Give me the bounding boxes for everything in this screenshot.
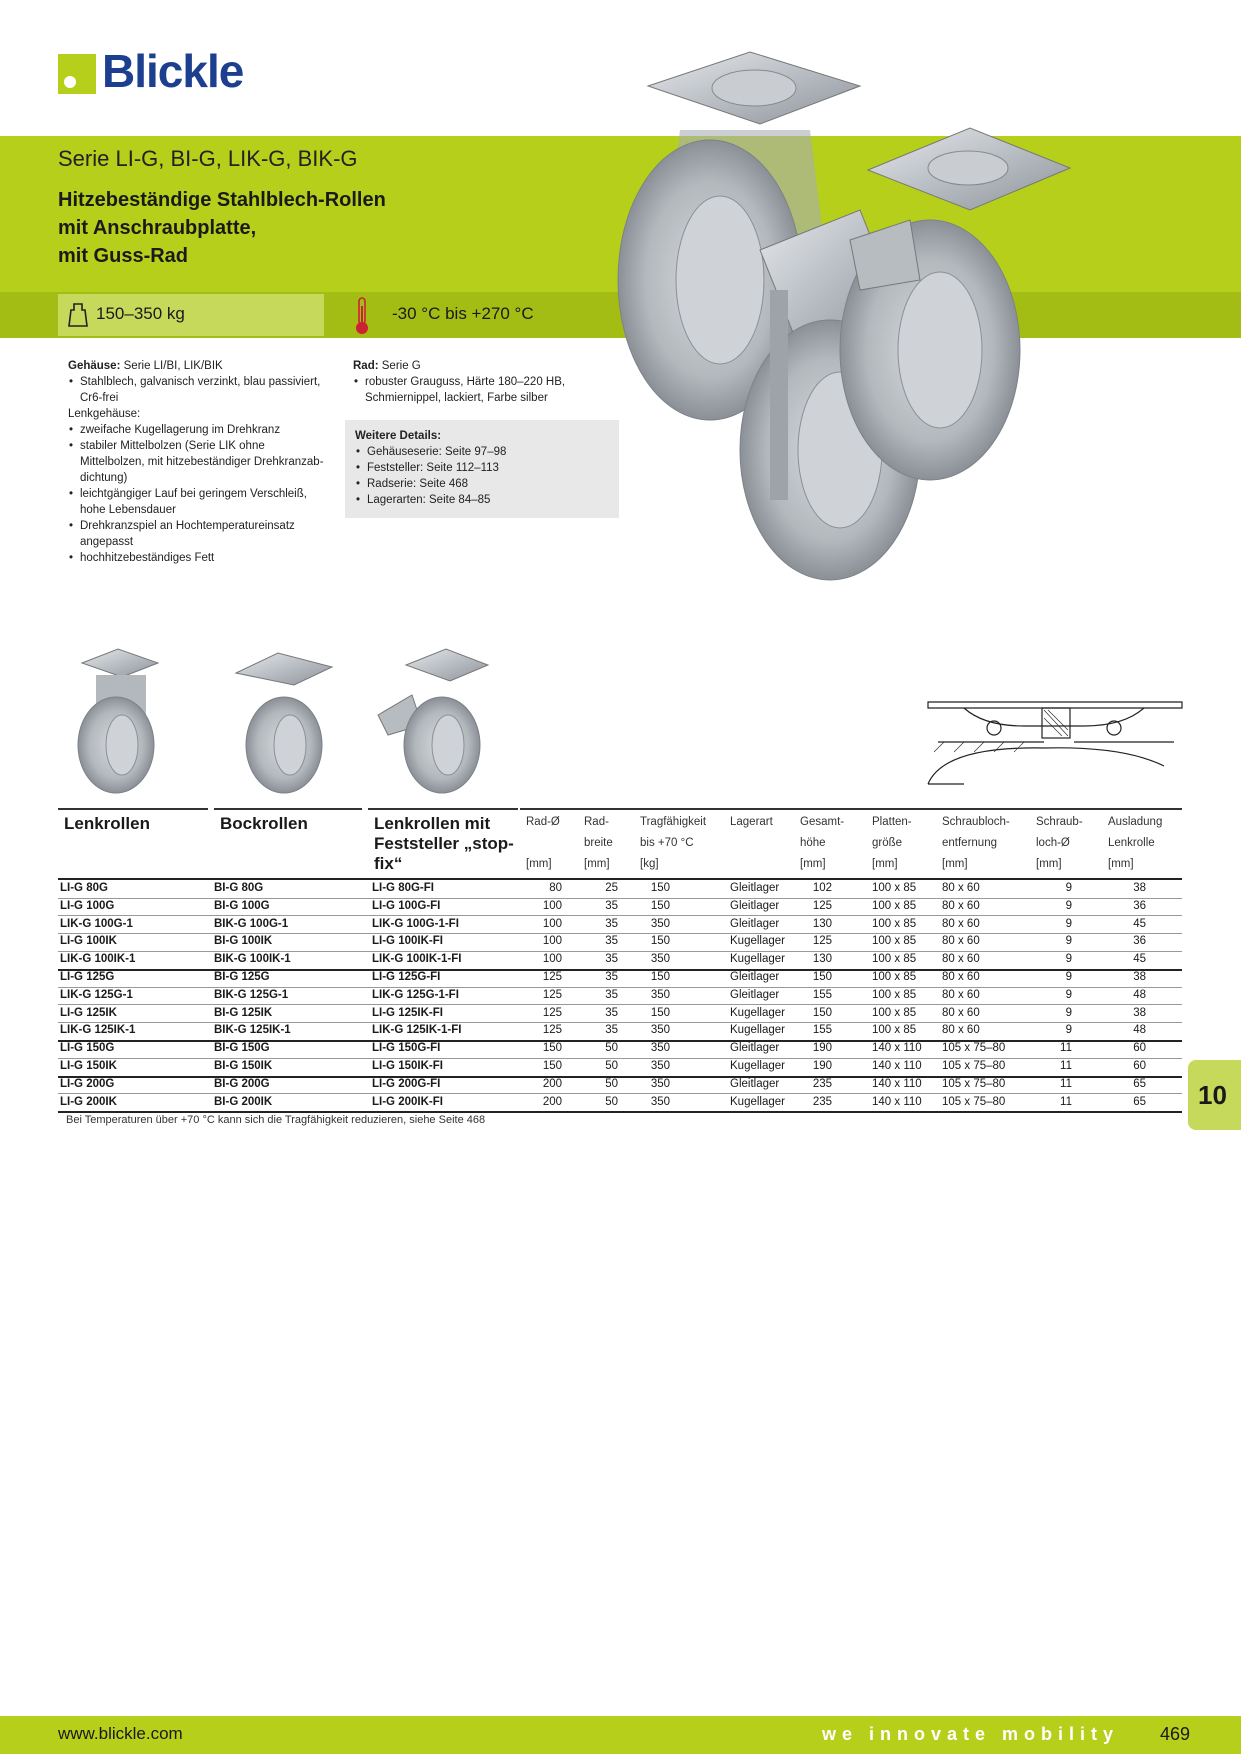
table-cell: 350 xyxy=(650,953,670,966)
list-item: • hochhitzebeständiges Fett xyxy=(80,550,324,566)
table-cell: 150 xyxy=(650,882,670,894)
table-cell: 200 xyxy=(542,1077,562,1090)
article-number-cell: LIK-G 125IK-1 xyxy=(60,1024,136,1037)
table-cell: 100 xyxy=(542,953,562,966)
article-number-cell: LI-G 150G xyxy=(60,1042,115,1055)
table-cell: 125 xyxy=(542,971,562,983)
column-header: größe xyxy=(872,837,903,849)
column-header: entfernung xyxy=(942,837,997,849)
table-cell: 150 xyxy=(542,1060,562,1072)
article-number-cell: LI-G 100G xyxy=(60,899,115,912)
table-row xyxy=(58,951,1182,971)
housing-label: Gehäuse: xyxy=(68,360,121,372)
column-header: Ausladung xyxy=(1108,816,1163,828)
list-item: • Gehäuseserie: Seite 97–98 xyxy=(367,444,609,460)
load-range: 150–350 kg xyxy=(96,304,185,323)
column-header: Lenkrolle xyxy=(1108,837,1155,849)
list-item: • robuster Grauguss, Härte 180–220 HB, Schmiernippel, lackiert, Farbe silber xyxy=(365,374,613,406)
table-cell: Gleitlager xyxy=(730,899,780,912)
table-cell: 100 xyxy=(542,899,562,912)
column-header: Rad-Ø xyxy=(526,816,560,828)
table-cell: 100 x 85 xyxy=(872,988,917,1001)
table-cell: Kugellager xyxy=(730,1006,785,1019)
table-cell: Gleitlager xyxy=(730,1077,780,1090)
article-number-cell: BIK-G 125G-1 xyxy=(214,988,289,1001)
table-cell: 50 xyxy=(605,1042,618,1055)
table-cell: Kugellager xyxy=(730,1060,785,1072)
group-header-rule xyxy=(214,808,362,810)
list-item: • stabiler Mittelbolzen (Serie LIK ohne Mittelbolzen, mit hitzebeständiger Drehkranzab-dichtung) xyxy=(80,438,324,486)
table-cell: 105 x 75–80 xyxy=(942,1042,1006,1055)
table-cell: 80 x 60 xyxy=(942,1024,980,1037)
article-number-cell: BIK-G 125IK-1 xyxy=(214,1024,291,1037)
table-cell: 150 xyxy=(812,971,832,983)
article-number-cell: LI-G 100IK xyxy=(60,935,117,948)
table-cell: 190 xyxy=(812,1042,832,1055)
wheel-value: Serie G xyxy=(381,360,421,372)
article-number-cell: LI-G 200G xyxy=(60,1077,115,1090)
table-cell: 125 xyxy=(542,1006,562,1019)
table-cell: 80 x 60 xyxy=(942,935,980,948)
table-cell: 48 xyxy=(1133,1024,1146,1037)
article-number-cell: LI-G 150IK-FI xyxy=(372,1060,443,1072)
group-header-rule xyxy=(58,808,208,810)
table-cell: 11 xyxy=(1060,1060,1072,1072)
list-item: • Lagerarten: Seite 84–85 xyxy=(367,492,609,508)
table-row xyxy=(58,969,1182,988)
column-header: loch-Ø xyxy=(1036,837,1070,849)
table-cell: 140 x 110 xyxy=(872,1077,922,1090)
column-header: breite xyxy=(584,837,613,849)
column-header: Gesamt- xyxy=(800,816,845,828)
article-number-cell: BI-G 200IK xyxy=(214,1095,273,1108)
table-cell: 155 xyxy=(812,1024,832,1037)
table-cell: 105 x 75–80 xyxy=(942,1095,1006,1108)
table-cell: Gleitlager xyxy=(730,882,780,894)
table-cell: 45 xyxy=(1133,953,1146,966)
table-cell: 9 xyxy=(1065,1006,1072,1019)
article-number-cell: LIK-G 100G-1 xyxy=(60,917,133,930)
table-cell: 125 xyxy=(542,1024,562,1037)
table-cell: 9 xyxy=(1065,935,1072,948)
header-rule xyxy=(520,808,1182,810)
table-cell: 100 x 85 xyxy=(872,917,917,930)
load-capacity-box xyxy=(58,294,324,336)
article-number-cell: LI-G 200IK-FI xyxy=(372,1095,443,1108)
title-line: Hitzebeständige Stahlblech-Rollen xyxy=(58,189,386,211)
table-cell: 80 x 60 xyxy=(942,1006,980,1019)
column-header: Platten- xyxy=(872,816,912,828)
table-cell: Gleitlager xyxy=(730,988,780,1001)
table-row xyxy=(58,880,1182,899)
table-cell: 235 xyxy=(812,1077,832,1090)
table-cell: Kugellager xyxy=(730,935,785,948)
article-number-cell: LIK-G 125G-1 xyxy=(60,988,133,1001)
table-cell: 65 xyxy=(1133,1077,1146,1090)
technical-drawing xyxy=(924,696,1184,792)
article-number-cell: BI-G 125G xyxy=(214,971,270,983)
table-footnote: Bei Temperaturen über +70 °C kann sich die Tragfähigkeit reduzieren, siehe Seite 468 xyxy=(66,1114,486,1126)
table-cell: 36 xyxy=(1133,899,1146,912)
table-cell: 100 x 85 xyxy=(872,971,917,983)
table-cell: 150 xyxy=(650,1006,670,1019)
footer-url[interactable]: www.blickle.com xyxy=(58,1724,183,1743)
table-cell: 200 xyxy=(542,1095,562,1108)
group-header: Bockrollen xyxy=(220,814,308,833)
article-number-cell: LIK-G 100IK-1 xyxy=(60,953,136,966)
table-cell: 350 xyxy=(650,1060,670,1072)
group-header-rule xyxy=(368,808,518,810)
table-cell: 36 xyxy=(1133,935,1146,948)
column-header: [mm] xyxy=(1036,858,1062,870)
housing-specs xyxy=(68,358,324,566)
table-row xyxy=(58,1005,1182,1024)
table-cell: 140 x 110 xyxy=(872,1095,922,1108)
column-header: Schraub- xyxy=(1036,816,1083,828)
table-cell: 350 xyxy=(650,1077,670,1090)
group-header: Lenkrollen xyxy=(64,814,150,833)
article-number-cell: BI-G 150IK xyxy=(214,1060,273,1072)
table-cell: Kugellager xyxy=(730,953,785,966)
table-cell: 125 xyxy=(812,935,832,948)
table-cell: 80 xyxy=(549,882,562,894)
series-title: Serie LI-G, BI-G, LIK-G, BIK-G xyxy=(58,146,358,171)
table-row xyxy=(58,987,1182,1006)
article-number-cell: LIK-G 125G-1-FI xyxy=(372,988,459,1001)
table-cell: 102 xyxy=(812,882,832,894)
weight-icon xyxy=(68,302,88,328)
table-cell: 11 xyxy=(1060,1042,1072,1055)
table-cell: 38 xyxy=(1133,971,1146,983)
details-label: Weitere Details: xyxy=(355,430,442,442)
table-cell: 60 xyxy=(1133,1042,1146,1055)
column-header: Lagerart xyxy=(730,816,773,828)
table-cell: 35 xyxy=(605,917,618,930)
brand-logo xyxy=(58,45,288,100)
table-cell: 11 xyxy=(1060,1095,1072,1108)
table-cell: 9 xyxy=(1065,988,1072,1001)
table-cell: 48 xyxy=(1133,988,1146,1001)
table-cell: 100 x 85 xyxy=(872,899,917,912)
table-cell: 50 xyxy=(605,1095,618,1108)
column-header: Schraubloch- xyxy=(942,816,1010,828)
table-row xyxy=(58,1022,1182,1042)
article-number-cell: LI-G 125G xyxy=(60,971,115,983)
title-line: mit Anschraubplatte, xyxy=(58,217,257,239)
logo-wordmark: Blickle xyxy=(102,45,244,97)
logo-mark-icon xyxy=(58,54,96,94)
details-box xyxy=(345,420,619,518)
article-number-cell: LI-G 80G-FI xyxy=(372,882,434,894)
table-cell: 130 xyxy=(812,917,832,930)
table-cell: 9 xyxy=(1065,1024,1072,1037)
table-row xyxy=(58,933,1182,952)
article-number-cell: LI-G 80G xyxy=(60,882,108,894)
table-cell: 9 xyxy=(1065,971,1072,983)
list-item: • Stahlblech, galvanisch verzinkt, blau passiviert, Cr6-frei xyxy=(80,374,324,406)
article-number-cell: LI-G 200G-FI xyxy=(372,1077,441,1090)
swivel-label: Lenkgehäuse: xyxy=(68,408,141,420)
table-cell: 105 x 75–80 xyxy=(942,1077,1006,1090)
table-cell: Gleitlager xyxy=(730,971,780,983)
table-cell: 150 xyxy=(650,971,670,983)
article-number-cell: LI-G 125G-FI xyxy=(372,971,441,983)
column-header: Rad- xyxy=(584,816,609,828)
table-cell: 100 x 85 xyxy=(872,1024,917,1037)
table-cell: 35 xyxy=(605,935,618,948)
article-number-cell: BI-G 100G xyxy=(214,899,270,912)
page-number: 469 xyxy=(1160,1724,1191,1744)
column-header: [mm] xyxy=(872,858,898,870)
table-cell: 80 x 60 xyxy=(942,882,980,894)
table-cell: 9 xyxy=(1065,917,1072,930)
list-item: • Drehkranzspiel an Hochtemperatureinsatz angepasst xyxy=(80,518,324,550)
title-line: mit Guss-Rad xyxy=(58,245,189,267)
wheel-label: Rad: xyxy=(353,360,379,372)
temperature-range: -30 °C bis +270 °C xyxy=(392,304,534,323)
product-title xyxy=(58,186,478,270)
article-number-cell: LI-G 125IK xyxy=(60,1006,117,1019)
table-cell: 190 xyxy=(812,1060,832,1072)
table-row xyxy=(58,1094,1182,1114)
list-item: • zweifache Kugellagerung im Drehkranz xyxy=(80,422,324,438)
table-cell: 11 xyxy=(1060,1077,1072,1090)
brake-caster-thumbnail xyxy=(372,645,512,795)
table-cell: 350 xyxy=(650,1095,670,1108)
table-cell: 45 xyxy=(1133,917,1146,930)
chapter-number: 10 xyxy=(1198,1080,1227,1110)
table-cell: 350 xyxy=(650,988,670,1001)
table-cell: 35 xyxy=(605,1006,618,1019)
table-cell: 140 x 110 xyxy=(872,1042,922,1055)
article-number-cell: BI-G 80G xyxy=(214,882,264,894)
table-cell: Kugellager xyxy=(730,1095,785,1108)
table-cell: 100 x 85 xyxy=(872,1006,917,1019)
article-number-cell: LI-G 200IK xyxy=(60,1095,117,1108)
column-header: [mm] xyxy=(526,858,552,870)
article-number-cell: BI-G 100IK xyxy=(214,935,273,948)
table-cell: 35 xyxy=(605,1024,618,1037)
article-number-cell: LI-G 100G-FI xyxy=(372,899,441,912)
table-cell: 125 xyxy=(542,988,562,1001)
table-cell: 150 xyxy=(542,1042,562,1055)
housing-value: Serie LI/BI, LIK/BIK xyxy=(123,360,223,372)
table-cell: 35 xyxy=(605,988,618,1001)
table-cell: 140 x 110 xyxy=(872,1060,922,1072)
article-number-cell: BI-G 200G xyxy=(214,1077,270,1090)
table-cell: 150 xyxy=(650,899,670,912)
table-cell: 50 xyxy=(605,1060,618,1072)
swivel-caster-thumbnail xyxy=(66,645,166,795)
hero-product-photo xyxy=(600,50,1190,590)
group-header: Lenkrollen mit Feststeller „stop-fix“ xyxy=(374,814,514,873)
table-cell: 100 xyxy=(542,917,562,930)
article-number-cell: BI-G 150G xyxy=(214,1042,270,1055)
article-number-cell: LIK-G 100G-1-FI xyxy=(372,917,459,930)
table-cell: 9 xyxy=(1065,899,1072,912)
column-header: Tragfähigkeit xyxy=(640,816,707,828)
table-cell: 35 xyxy=(605,953,618,966)
table-cell: 80 x 60 xyxy=(942,917,980,930)
table-cell: 9 xyxy=(1065,953,1072,966)
table-cell: Kugellager xyxy=(730,1024,785,1037)
column-header: [mm] xyxy=(584,858,610,870)
column-header: höhe xyxy=(800,837,826,849)
table-cell: 350 xyxy=(650,1042,670,1055)
table-cell: 80 x 60 xyxy=(942,899,980,912)
table-cell: 150 xyxy=(812,1006,832,1019)
article-number-cell: LI-G 150G-FI xyxy=(372,1042,441,1055)
table-cell: 35 xyxy=(605,971,618,983)
article-number-cell: LIK-G 125IK-1-FI xyxy=(372,1024,462,1037)
article-number-cell: BIK-G 100IK-1 xyxy=(214,953,291,966)
article-number-cell: BI-G 125IK xyxy=(214,1006,273,1019)
table-cell: 50 xyxy=(605,1077,618,1090)
chapter-tab xyxy=(1188,1060,1241,1130)
table-cell: 80 x 60 xyxy=(942,953,980,966)
table-cell: 125 xyxy=(812,899,832,912)
table-cell: 235 xyxy=(812,1095,832,1108)
table-cell: 65 xyxy=(1133,1095,1146,1108)
table-cell: 350 xyxy=(650,1024,670,1037)
table-cell: 9 xyxy=(1065,882,1072,894)
table-cell: 100 x 85 xyxy=(872,935,917,948)
table-cell: 38 xyxy=(1133,1006,1146,1019)
thermometer-icon xyxy=(352,296,372,336)
column-header: [mm] xyxy=(942,858,968,870)
table-cell: 38 xyxy=(1133,882,1146,894)
article-number-cell: BIK-G 100G-1 xyxy=(214,917,289,930)
wheel-specs xyxy=(353,358,613,406)
table-cell: 80 x 60 xyxy=(942,971,980,983)
table-cell: 155 xyxy=(812,988,832,1001)
table-row xyxy=(58,898,1182,917)
table-cell: 100 x 85 xyxy=(872,882,917,894)
article-number-cell: LIK-G 100IK-1-FI xyxy=(372,953,462,966)
list-item: • leichtgängiger Lauf bei geringem Verschleiß, hohe Lebensdauer xyxy=(80,486,324,518)
footer-slogan: we innovate mobility xyxy=(822,1724,1120,1744)
table-cell: 80 x 60 xyxy=(942,988,980,1001)
column-header: [mm] xyxy=(1108,858,1134,870)
table-cell: 35 xyxy=(605,899,618,912)
fixed-caster-thumbnail xyxy=(228,645,338,795)
article-number-cell: LI-G 125IK-FI xyxy=(372,1006,443,1019)
table-cell: Gleitlager xyxy=(730,1042,780,1055)
table-row xyxy=(58,1058,1182,1078)
column-header: [kg] xyxy=(640,858,659,870)
table-cell: 150 xyxy=(650,935,670,948)
article-number-cell: LI-G 150IK xyxy=(60,1060,117,1072)
footer-bar xyxy=(0,1716,1241,1754)
table-cell: 100 xyxy=(542,935,562,948)
column-header: [mm] xyxy=(800,858,826,870)
table-cell: 350 xyxy=(650,917,670,930)
list-item: • Feststeller: Seite 112–113 xyxy=(367,460,609,476)
list-item: • Radserie: Seite 468 xyxy=(367,476,609,492)
table-row xyxy=(58,916,1182,935)
table-cell: 130 xyxy=(812,953,832,966)
column-header: bis +70 °C xyxy=(640,837,694,849)
table-cell: 105 x 75–80 xyxy=(942,1060,1006,1072)
article-number-cell: LI-G 100IK-FI xyxy=(372,935,443,948)
table-cell: 25 xyxy=(605,882,618,894)
table-row xyxy=(58,1040,1182,1059)
table-cell: 60 xyxy=(1133,1060,1146,1072)
table-row xyxy=(58,1076,1182,1095)
table-cell: Gleitlager xyxy=(730,917,780,930)
table-cell: 100 x 85 xyxy=(872,953,917,966)
